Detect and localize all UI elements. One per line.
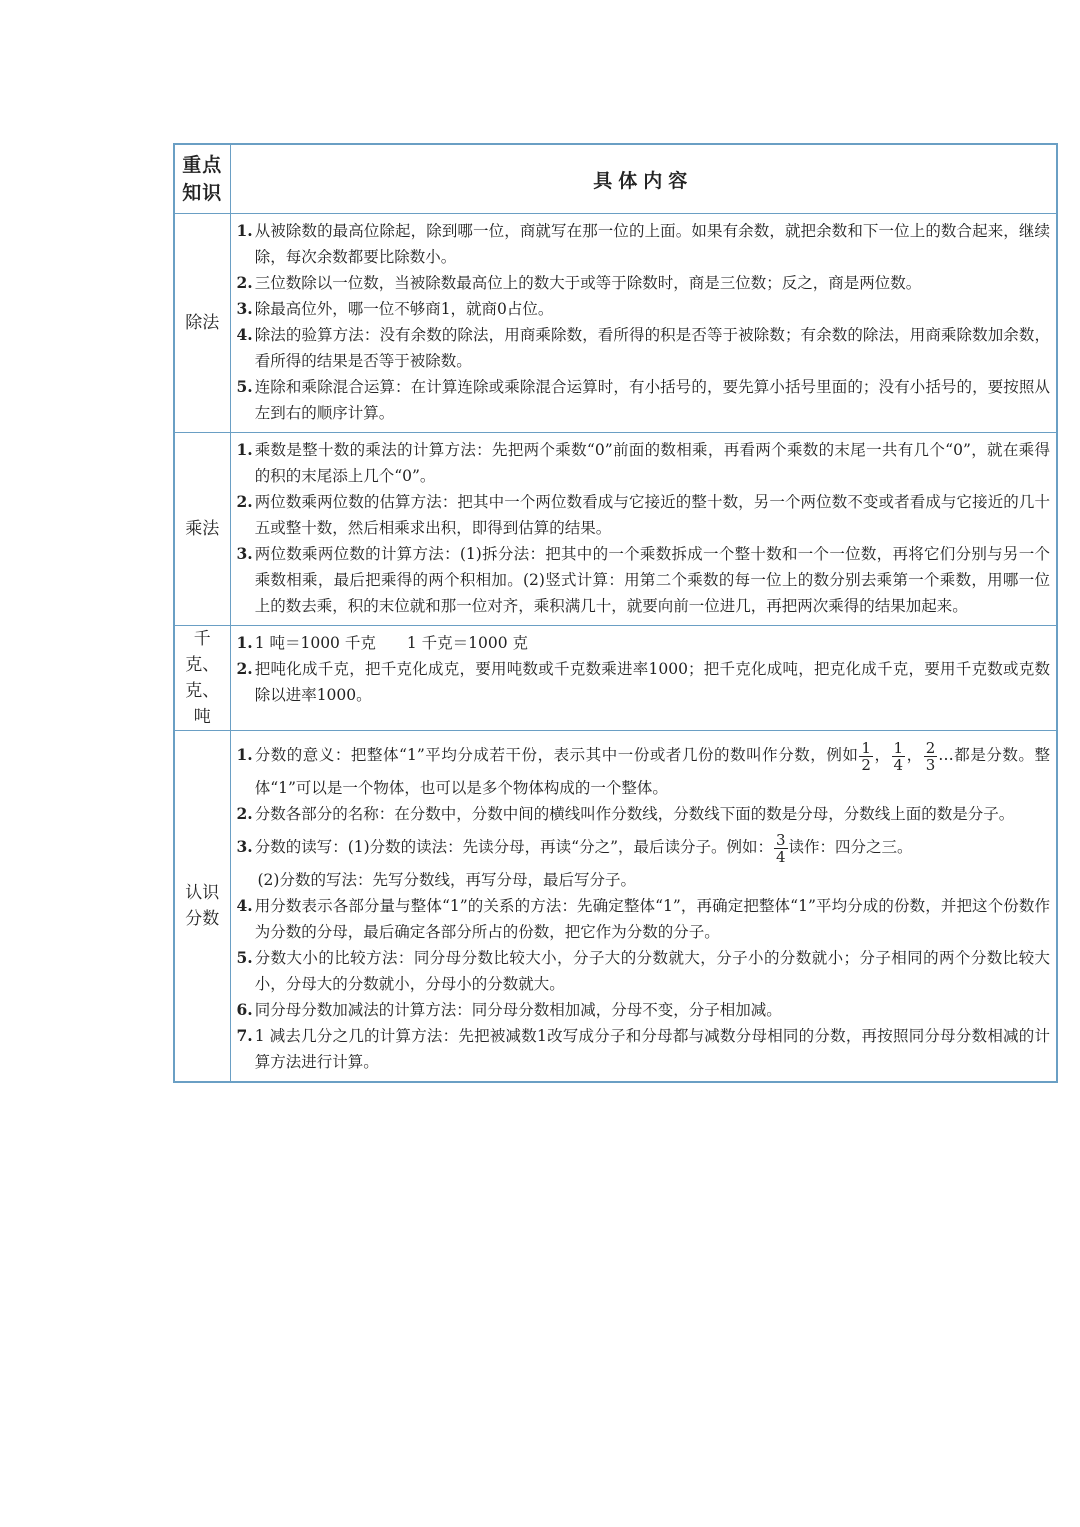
list-item: 3. 两位数乘两位数的计算方法：(1)拆分法：把其中的一个乘数拆成一个整十数和一个一位数，再将它们分别与另一个乘数相乘，最后把乘得的两个积相加。(2)竖式计算：用第二个乘数的每一位上的数分别去乘第一个乘数，用哪一位上的数去乘，积的末位就和那一位对齐，乘积满几十，就要向前一位进几，再把两次乘得的结果加起来。 [236,544,1050,615]
topic-division: 除法 [174,214,230,433]
list-item: 6. 同分母分数加减法的计算方法：同分母分数相加减，分母不变，分子相加减。 [236,1000,782,1019]
fraction-meaning-text-2: 都是分数。整体“1”可以是一个物体，也可以是多个物体构成的一个整体。 [254,746,1050,797]
list-item: 1. 1 吨＝1000 千克 1 千克＝1000 克 [236,633,529,652]
list-item: 2. 分数各部分的名称：在分数中，分数中间的横线叫作分数线，分数线下面的数是分母，分数线上面的数是分子。 [236,804,1015,823]
list-item: 1. 分数的意义：把整体“1”平均分成若干份，表示其中一份或者几份的数叫作分数，例如 $\frac{1}{2}$ ， $\frac{1}{4}$ ， $\frac{2}{3}$ …都是分数。整体“1”可以是一个物体，也可以是多个物体构成的一个整体。 [236,738,1050,797]
list-item: 4. 用分数表示各部分量与整体“1”的关系的方法：先确定整体“1”，再确定把整体“1”平均分成的份数，并把这个份数作为分数的分母，最后确定各部分所占的份数，把它作为分数的分子。 [236,896,1050,941]
topic-fractions-line1: 认识 [185,883,220,903]
fraction-two-thirds: $\frac{2}{3}$ [925,738,936,774]
topic-weight-units [174,626,230,731]
fraction-one-half: $\frac{1}{2}$ [861,738,871,774]
row-division [174,214,1057,433]
header-content: 具体内容 [230,144,1057,214]
list-item: 3. 除最高位外，哪一位不够商1，就商0占位。 [236,299,554,318]
topic-multiplication: 乘法 [174,433,230,626]
list-item: 3. 分数的读写：(1)分数的读法：先读分母，再读“分之”，最后读分子。例如： $\frac{3}{4}$ 读作：四分之三。 [236,830,913,866]
fraction-one-quarter: $\frac{1}{4}$ [893,738,904,774]
header-left-line1: 重点 [182,154,223,176]
fraction-reading-text: 分数的读写：(1)分数的读法：先读分母，再读“分之”，最后读分子。例如： [254,838,773,856]
row-fractions [174,731,1057,1083]
list-item: 5. 分数大小的比较方法：同分母分数比较大小，分子大的分数就大，分子小的分数就小；分子相同的两个分数比较大小，分母大的分数就小，分母小的分数就大。 [236,948,1050,993]
fraction-three-quarters: $\frac{3}{4}$ [776,830,786,866]
list-item: 5. 连除和乘除混合运算：在计算连除或乘除混合运算时，有小括号的，要先算小括号里面的；没有小括号的，要按照从左到右的顺序计算。 [236,377,1050,422]
list-item: 1. 乘数是整十数的乘法的计算方法：先把两个乘数“0”前面的数相乘，再看两个乘数的末尾一共有几个“0”，就在乘得的积的末尾添上几个“0”。 [236,440,1050,485]
topic-fractions [174,731,230,1083]
row-multiplication [174,433,1057,626]
list-item: 4. 除法的验算方法：没有余数的除法，用商乘除数，看所得的积是否等于被除数；有余数的除法，用商乘除数加余数，看所得的结果是否等于被除数。 [236,325,1050,370]
list-item: 2. 两位数乘两位数的估算方法：把其中一个两位数看成与它接近的整十数，另一个两位数不变或者看成与它接近的几十五或整十数，然后相乘求出积，即得到估算的结果。 [236,492,1050,537]
content-division [230,214,1057,433]
header-left-line2: 知识 [182,182,223,204]
list-subitem: (2)分数的写法：先写分数线，再写分母，最后写分子。 [257,871,636,889]
list-item: 1. 从被除数的最高位除起，除到哪一位，商就写在那一位的上面。如果有余数，就把余数和下一位上的数合起来，继续除，每次余数都要比除数小。 [236,221,1050,266]
list-item: 7. 1 减去几分之几的计算方法：先把被减数1改写成分子和分母都与减数分母相同的分数，再按照同分母分数相减的计算方法进行计算。 [236,1026,1050,1071]
content-fractions [230,731,1057,1083]
topic-weight-line2: 克、吨 [185,681,220,727]
topic-weight-line1: 千克、 [185,629,220,675]
header-key-points [174,144,230,214]
list-item: 2. 把吨化成千克，把千克化成克，要用吨数或千克数乘进率1000；把千克化成吨，把克化成千克，要用千克数或克数除以进率1000。 [236,659,1050,704]
header-row [174,144,1057,214]
content-weight-units [230,626,1057,731]
content-multiplication [230,433,1057,626]
knowledge-table-sheet [173,143,1058,1083]
list-item: 2. 三位数除以一位数，当被除数最高位上的数大于或等于除数时，商是三位数；反之，商是两位数。 [236,273,922,292]
row-weight-units [174,626,1057,731]
topic-fractions-line2: 分数 [185,909,220,929]
fraction-reading-text-2: 读作：四分之三。 [788,838,913,856]
knowledge-table [173,143,1058,1083]
fraction-meaning-text: 分数的意义：把整体“1”平均分成若干份，表示其中一份或者几份的数叫作分数，例如 [254,746,859,764]
